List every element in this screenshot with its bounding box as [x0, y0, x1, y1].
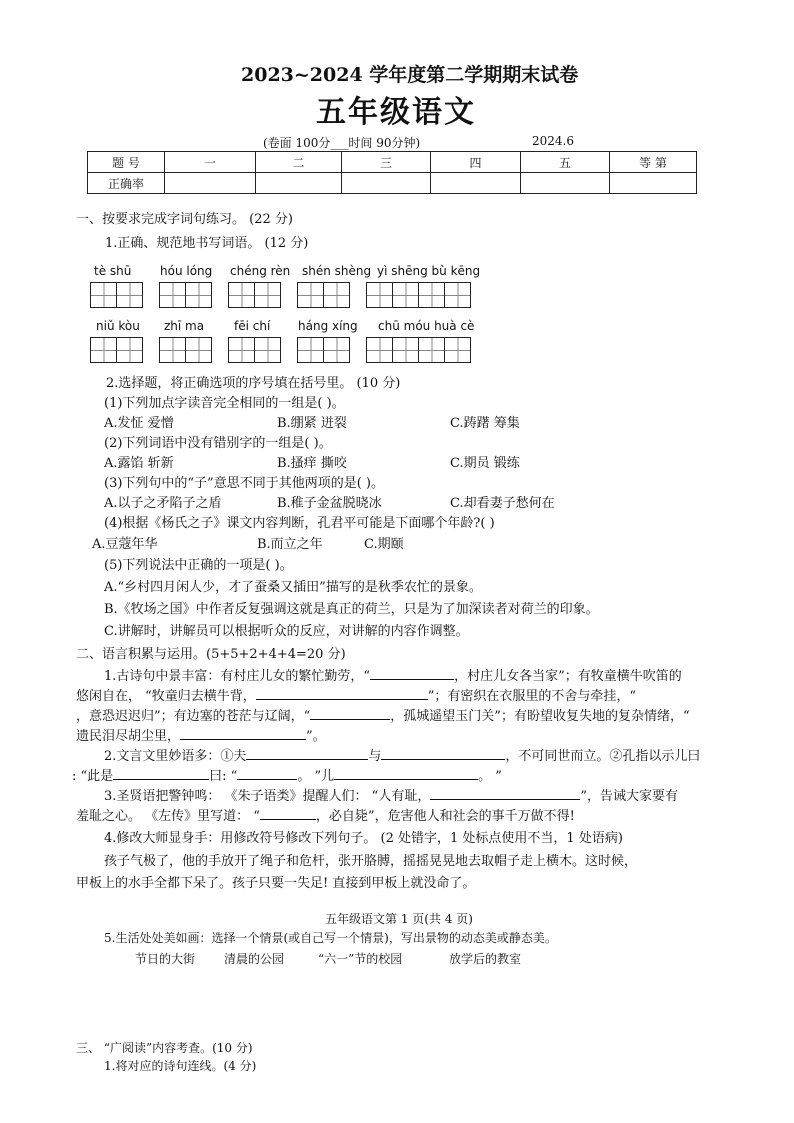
answer-blank[interactable] [246, 747, 368, 760]
q1-text: ”；有密织在衣服里的不舍与牵挂，“ [427, 689, 637, 704]
question-line: (1)下列加点字读音完全相同的一组是( )。 [104, 396, 345, 411]
writing-grid[interactable] [297, 282, 349, 308]
subject-title: 五年级语文 [316, 95, 476, 130]
writing-grid[interactable] [159, 337, 211, 363]
option-c: C.踌躇 筹集 [450, 416, 520, 431]
q4-sentence: 甲板上的水手全都下呆了。孩子只要一失足! 直接到甲板上就没命了。 [76, 876, 476, 891]
q3-text: ，必自毙”，危害他人和社会的事千万做不得! [315, 809, 575, 824]
score-cell[interactable] [256, 173, 342, 194]
score-cell[interactable] [342, 173, 431, 194]
q4-prompt: 4.修改大师显身手：用修改符号修改下列句子。 (2 处错字，1 处标点使用不当，1 处语病) [104, 831, 623, 846]
writing-grid[interactable] [366, 337, 470, 363]
q2-text: 2.文言文里妙语多：①夫 [104, 749, 247, 764]
q5-option: 节日的大街 [135, 952, 196, 966]
writing-grid[interactable] [90, 282, 142, 308]
score-header-cell: 四 [431, 152, 521, 173]
q5-prompt: 5.生活处处美如画：选择一个情景(或自己写一个情景)，写出景物的动态美或静态美。 [104, 931, 557, 945]
option-b: B.《牧场之国》中作者反复强调这就是真正的荷兰，只是为了加深读者对荷兰的印象。 [104, 602, 599, 617]
q1-line4 [76, 725, 326, 744]
pinyin-label: háng xíng [298, 319, 358, 333]
writing-grid[interactable] [366, 282, 470, 308]
q1-line2 [76, 685, 636, 704]
option-a: A.“乡村四月闲人少，才了蚕桑又插田”描写的是秋季农忙的景象。 [104, 580, 482, 595]
score-cell[interactable] [165, 173, 256, 194]
score-cell[interactable] [521, 173, 610, 194]
option-b: B.而立之年 [257, 537, 323, 552]
score-cell[interactable] [431, 173, 521, 194]
score-header-cell: 二 [256, 152, 342, 173]
option-b: B.搔痒 撕咬 [277, 456, 347, 471]
pinyin-label: hóu lóng [160, 264, 213, 278]
pinyin-label: niǔ kòu [96, 319, 140, 333]
option-a: A.以子之矛陷子之盾 [104, 496, 222, 511]
question-line: (3)下列句中的“子”意思不同于其他两项的是( )。 [104, 476, 384, 491]
q5-option: 放学后的教室 [449, 952, 522, 966]
score-table [87, 151, 697, 194]
exam-info: (卷面 100分___时间 90分钟) [263, 136, 421, 150]
q2-text: 。 ” [478, 769, 502, 784]
writing-grid[interactable] [90, 337, 142, 363]
writing-grid[interactable] [228, 337, 280, 363]
q2-line1 [104, 745, 700, 764]
exam-title: 2023~2024 学年度第二学期期末试卷 [241, 64, 579, 86]
q3-line1 [104, 785, 678, 804]
option-a: A.露馅 斩新 [104, 456, 174, 471]
score-header-cell: 五 [521, 152, 610, 173]
q1-text: 遗民泪尽胡尘里， [76, 729, 181, 744]
exam-date: 2024.6 [532, 134, 574, 148]
q2-text: 曰: “ [209, 769, 238, 784]
q5-option: “六一”节的校园 [318, 952, 403, 966]
q3-text: 3.圣贤语把警钟鸣： 《朱子语类》提醒人们： “人有耻， [104, 789, 431, 804]
pinyin-label: tè shū [94, 264, 132, 278]
option-a: A.发怔 爱憎 [104, 416, 174, 431]
question-line: (5)下列说法中正确的一项是( )。 [104, 558, 293, 573]
section3-q1: 1.将对应的诗句连线。(4 分) [104, 1059, 257, 1073]
option-c: C.期颐 [364, 537, 404, 552]
q1-text: 悠闲自在， “牧童归去横牛背， [76, 689, 256, 704]
answer-blank[interactable] [180, 727, 306, 740]
page-footer: 五年级语文第 1 页(共 4 页) [325, 912, 473, 926]
pinyin-label: chéng rèn [230, 264, 291, 278]
q2-line2 [72, 765, 502, 784]
answer-blank[interactable] [237, 767, 297, 780]
option-c: C.讲解时，讲解员可以根据听众的反应，对讲解的内容作调整。 [104, 624, 469, 639]
answer-blank[interactable] [370, 667, 454, 680]
option-c: C.却看妻子愁何在 [450, 496, 555, 511]
score-cell[interactable] [610, 173, 697, 194]
section2-heading: 二、语言积累与运用。(5+5+2+4+4=20 分) [76, 647, 346, 662]
answer-blank[interactable] [260, 807, 316, 820]
pinyin-label: fēi chí [234, 319, 271, 333]
pinyin-label: shén shèng [302, 264, 372, 278]
q2-text: ，不可同世而立。②孔指以示儿曰 [505, 749, 701, 764]
score-row-label: 正确率 [88, 173, 165, 194]
option-b: B.绷紧 迸裂 [277, 416, 347, 431]
option-c: C.期员 锻练 [450, 456, 520, 471]
q1-text: ，意恐迟迟归”；有边塞的苍茫与辽阔，“ [76, 709, 311, 724]
score-header-cell: 题 号 [88, 152, 165, 173]
writing-grid[interactable] [297, 337, 349, 363]
section1-q1: 1.正确、规范地书写词语。 (12 分) [105, 236, 309, 251]
writing-grid[interactable] [228, 282, 280, 308]
q1-line1 [104, 665, 682, 684]
pinyin-label: chū móu huà cè [378, 319, 475, 333]
score-header-cell: 三 [342, 152, 431, 173]
answer-blank[interactable] [334, 767, 478, 780]
q3-text: ”，告诫大家要有 [580, 789, 678, 804]
q2-text: 。 ”儿 [297, 769, 335, 784]
question-line: (2)下列词语中没有错别字的一组是( )。 [104, 436, 332, 451]
score-header-cell: 等 第 [610, 152, 697, 173]
q1-text: ，孤城遥望玉门关”；有盼望收复失地的复杂情绪，“ [390, 709, 690, 724]
pinyin-label: zhī ma [164, 319, 205, 333]
q1-text: ”。 [306, 729, 326, 744]
section3-heading: 三、 “广阅读”内容考查。(10 分) [76, 1041, 253, 1055]
answer-blank[interactable] [256, 687, 428, 700]
score-header-cell: 一 [165, 152, 256, 173]
pinyin-label: yì shēng bù kēng [377, 264, 481, 278]
answer-blank[interactable] [310, 707, 390, 720]
answer-blank[interactable] [381, 747, 505, 760]
q2-text: : “此是 [72, 769, 114, 784]
q1-text: ，村庄儿女各当家”；有牧童横牛吹笛的 [454, 669, 682, 684]
question-line: (4)根据《杨氏之子》课文内容判断，孔君平可能是下面哪个年龄?( ) [104, 516, 495, 531]
section1-heading: 一、按要求完成字词句练习。 (22 分) [76, 212, 293, 227]
answer-blank[interactable] [430, 787, 580, 800]
q4-sentence: 孩子气极了，他的手放开了绳子和危杆，张开胳膊，摇摇晃晃地去取帽子走上横木。这时候， [104, 854, 638, 869]
writing-grid[interactable] [159, 282, 211, 308]
score-table-header-row [88, 152, 697, 173]
q1-line3 [76, 705, 690, 724]
answer-blank[interactable] [113, 767, 209, 780]
q3-line2 [76, 805, 575, 824]
option-b: B.稚子金盆脱晓冰 [277, 496, 382, 511]
q5-option: 清晨的公园 [224, 952, 285, 966]
q1-text: 1.古诗句中景丰富：有村庄儿女的繁忙勤劳，“ [104, 669, 371, 684]
section1-q2: 2.选择题，将正确选项的序号填在括号里。 (10 分) [106, 376, 401, 391]
q2-text: 与 [368, 749, 382, 764]
option-a: A.豆蔻年华 [92, 537, 158, 552]
score-table-row [88, 173, 697, 194]
q3-text: 羞耻之心。 《左传》里写道： “ [76, 809, 260, 824]
